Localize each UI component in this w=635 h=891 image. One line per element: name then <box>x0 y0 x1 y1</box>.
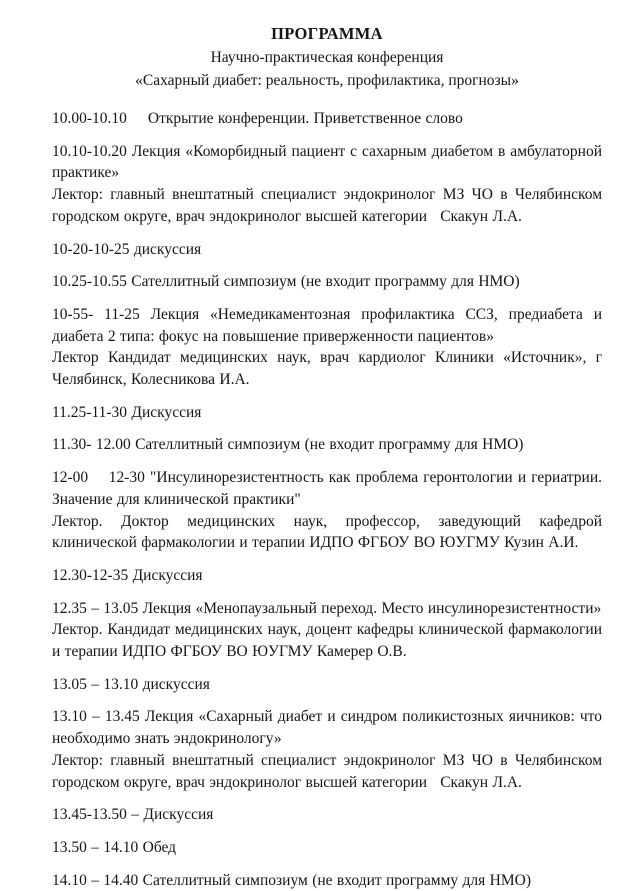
schedule-paragraph: 10-55- 11-25 Лекция «Немедикаментозная профилактика ССЗ, предиабета и диабета 2 типа: фокус на повышение приверженности пациентов» <box>52 305 602 345</box>
schedule-item <box>52 565 602 587</box>
schedule-item <box>52 304 602 391</box>
schedule-item <box>52 271 602 293</box>
schedule-paragraph: Лектор. Доктор медицинских наук, профессор, заведующий кафедрой клинической фармакологии и терапии ИДПО ФГБОУ ВО ЮУГМУ Кузин А.И. <box>52 512 602 552</box>
schedule-paragraph: Лектор: главный внештатный специалист эндокринолог МЗ ЧО в Челябинском городском округе, врач эндокринолог высшей категории Скакун Л.А. <box>52 751 602 791</box>
doc-title: ПРОГРАММА <box>271 24 383 43</box>
schedule-paragraph: Лектор Кандидат медицинских наук, врач кардиолог Клиники «Источник», г Челябинск, Колесникова И.А. <box>52 349 602 389</box>
schedule-paragraph: 12.30-12-35 Дискуссия <box>52 566 203 584</box>
schedule-paragraph: 12.35 – 13.05 Лекция «Менопаузальный переход. Место инсулинорезистентности» <box>52 599 602 617</box>
schedule-item <box>52 804 602 826</box>
schedule-item <box>52 706 602 793</box>
schedule-item <box>52 467 602 554</box>
schedule-item <box>52 108 602 130</box>
schedule-text: Открытие конференции. Приветственное слово <box>147 110 463 127</box>
conference-name: «Сахарный диабет: реальность, профилактика, прогнозы» <box>135 72 519 89</box>
schedule-paragraph: 11.30- 12.00 Сателлитный симпозиум (не входит программу для НМО) <box>52 436 524 454</box>
schedule-item <box>52 239 602 261</box>
schedule-item <box>52 598 602 663</box>
schedule-item <box>52 674 602 696</box>
schedule-paragraph: 14.10 – 14.40 Сателлитный симпозиум (не входит программу для НМО) <box>52 871 531 889</box>
schedule-item <box>52 141 602 228</box>
schedule-paragraph: 13.05 – 13.10 дискуссия <box>52 675 210 693</box>
doc-subtitle: Научно-практическая конференция <box>210 49 444 66</box>
schedule-item <box>52 837 602 859</box>
schedule-paragraph: 10.25-10.55 Сателлитный симпозиум (не входит программу для НМО) <box>52 273 520 291</box>
schedule-opening-line <box>52 108 602 130</box>
schedule-paragraph: Лектор. Кандидат медицинских наук, доцент кафедры клинической фармакологии и терапии ИДПО ФГБОУ ВО ЮУГМУ Камерер О.В. <box>52 621 602 661</box>
schedule-item <box>52 434 602 456</box>
schedule-paragraph: 12-00 12-30 "Инсулинорезистентность как проблема геронтологии и гериатрии. Значение для клинической практики" <box>52 469 602 508</box>
schedule-paragraph: 13.45-13.50 – Дискуссия <box>52 806 214 824</box>
schedule-paragraph: 13.50 – 14.10 Обед <box>52 838 177 856</box>
schedule-paragraph: 10-20-10-25 дискуссия <box>52 240 202 258</box>
schedule-paragraph: 13.10 – 13.45 Лекция «Сахарный диабет и синдром поликистозных яичников: что необходимо знать эндокринологу» <box>52 708 602 748</box>
schedule-item <box>52 402 602 424</box>
schedule-paragraph: 10.10-10.20 Лекция «Коморбидный пациент с сахарным диабетом в амбулаторной практике» <box>52 142 602 182</box>
schedule-time: 10.00-10.10 <box>52 110 127 127</box>
schedule-list <box>52 108 602 891</box>
document-header <box>52 22 602 92</box>
schedule-paragraph: 11.25-11-30 Дискуссия <box>52 403 202 421</box>
schedule-paragraph: Лектор: главный внештатный специалист эндокринолог МЗ ЧО в Челябинском городском округе, врач эндокринолог высшей категории Скакун Л.А. <box>52 186 602 225</box>
